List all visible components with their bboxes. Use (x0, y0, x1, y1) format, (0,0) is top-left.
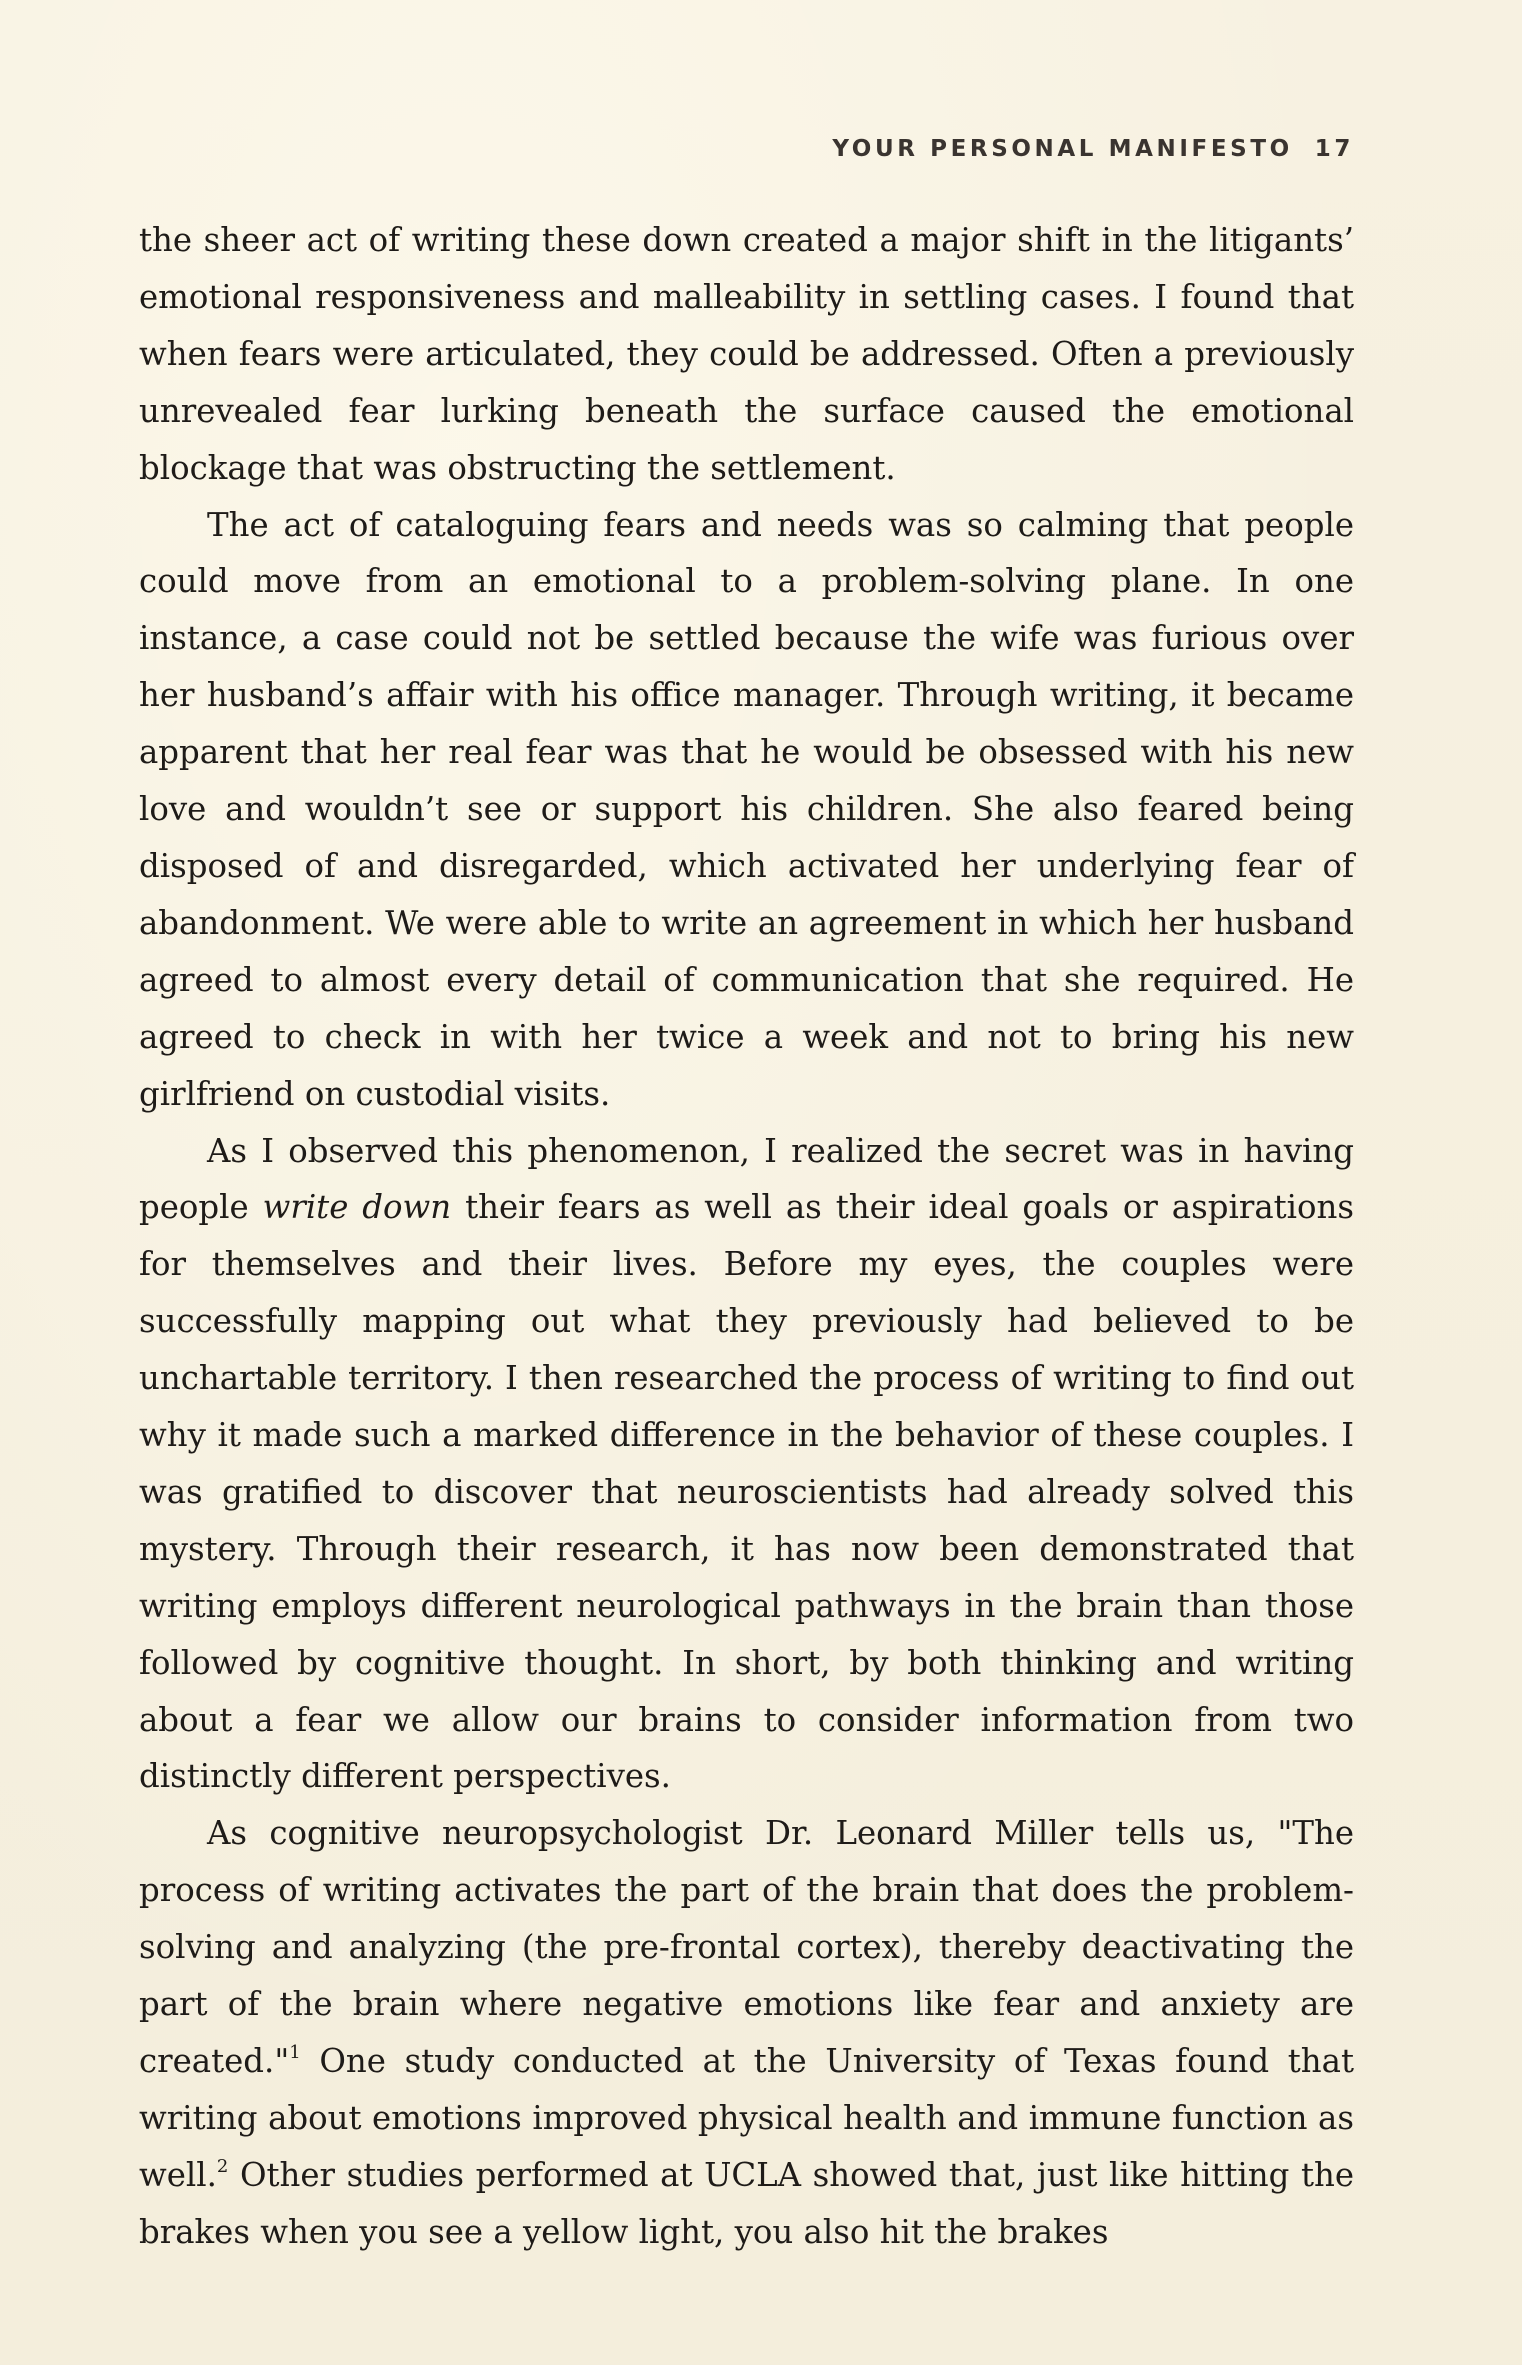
page-number: 17 (1314, 136, 1354, 162)
paragraph-4-part-c: Other studies performed at UCLA showed that, just like hitting the brakes when you see a yellow light, you also hit the brakes (139, 2155, 1354, 2251)
paragraph-2: The act of cataloguing fears and needs was so calming that people could move from an emotional to a problem-solving plane. In one instance, a case could not be settled because the wife was furious over her husband’s affair with his office manager. Through writing, it became apparent that her real fear was that he would be obsessed with his new love and wouldn’t see or support his children. She also feared being disposed of and disregarded, which activated her underlying fear of abandonment. We were able to write an agreement in which her husband agreed to almost every detail of communication that she required. He agreed to check in with her twice a week and not to bring his new girlfriend on custodial visits. (139, 505, 1354, 1113)
footnote-ref-2: 2 (216, 2155, 229, 2177)
emphasis-write-down: write down (262, 1188, 452, 1227)
paragraph-3 (139, 1123, 1354, 1806)
paragraph-4 (139, 1805, 1354, 2260)
paragraph-4-part-b: One study conducted at the University of Texas found that writing about emotions improved physical health and immune function as well. (139, 2042, 1354, 2194)
page-header (832, 136, 1354, 162)
running-head: YOUR PERSONAL MANIFESTO (832, 136, 1293, 162)
paragraph-1: the sheer act of writing these down created a major shift in the litigants’ emotional responsiveness and malleability in settling cases. I found that when fears were articulated, they could be addressed. Often a previously unrevealed fear lurking beneath the surface caused the emotional blockage that was obstructing the settlement. (139, 221, 1354, 487)
paragraph-3-part-a: As I observed this phenomenon, I realized the secret was in having people (139, 1131, 1354, 1227)
body-text (139, 212, 1354, 2261)
paragraph-4-part-a: As cognitive neuropsychologist Dr. Leonard Miller tells us, "The process of writing activates the part of the brain that does the problem-solving and analyzing (the pre-frontal cortex), thereby deactivating the part of the brain where negative emotions like fear and anxiety are created." (139, 1814, 1354, 2080)
paragraph-3-part-b: their fears as well as their ideal goals or aspirations for themselves and their lives. Before my eyes, the couples were successfully mapping out what they previously had believed to be unchartable territory. I then researched the process of writing to find out why it made such a marked difference in the behavior of these couples. I was gratified to discover that neuroscientists had already solved this mystery. Through their research, it has now been demonstrated that writing employs different neurological pathways in the brain than those followed by cognitive thought. In short, by both thinking and writing about a fear we allow our brains to consider information from two distinctly different perspectives. (139, 1188, 1354, 1796)
footnote-ref-1: 1 (289, 2042, 301, 2063)
